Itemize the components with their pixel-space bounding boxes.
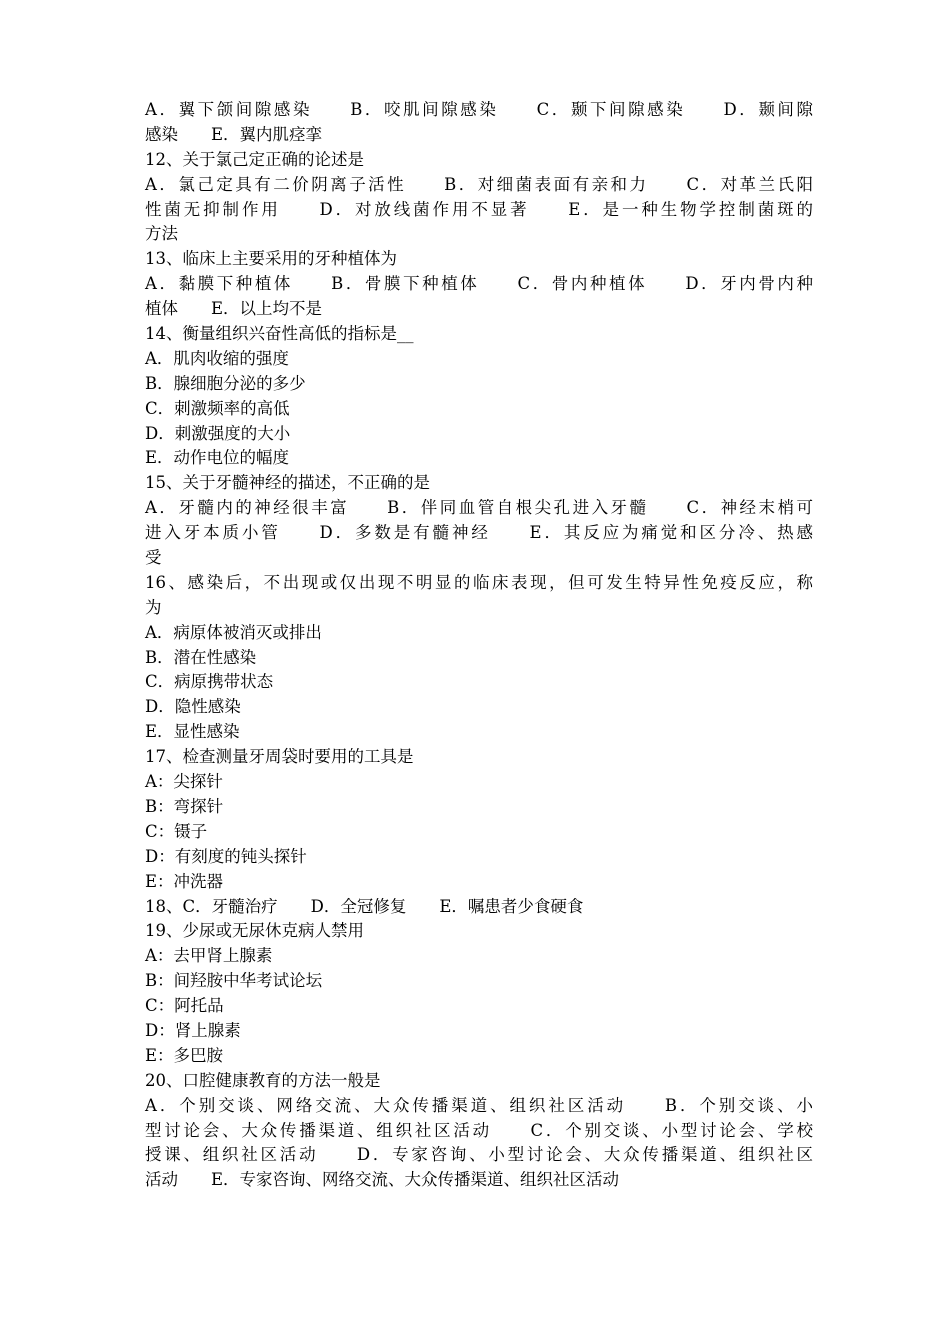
text-line: A．黏膜下种植体 B．骨膜下种植体 C．骨内种植体 D．牙内骨内种 xyxy=(145,274,813,294)
text-line: 受 xyxy=(145,548,162,568)
text-line: 方法 xyxy=(145,224,178,244)
question-heading: 18、C．牙髓治疗 D．全冠修复 E．嘱患者少食硬食 xyxy=(145,896,584,916)
answer-option: A．病原体被消灭或排出 xyxy=(145,622,322,642)
text-line: 感染 E．翼内肌痉挛 xyxy=(145,124,323,144)
question-heading: 12、关于氯己定正确的论述是 xyxy=(145,149,364,169)
answer-option: D：肾上腺素 xyxy=(145,1020,241,1040)
answer-option: A：去甲肾上腺素 xyxy=(145,946,273,966)
text-line: A．氯己定具有二价阴离子活性 B．对细菌表面有亲和力 C．对革兰氏阳 xyxy=(145,174,813,194)
text-line: A．牙髓内的神经很丰富 B．伴同血管自根尖孔进入牙髓 C．神经末梢可 xyxy=(145,498,813,518)
answer-option: E．动作电位的幅度 xyxy=(145,448,290,468)
answer-option: B．潜在性感染 xyxy=(145,647,257,667)
answer-option: E：多巴胺 xyxy=(145,1045,224,1065)
answer-option: B：弯探针 xyxy=(145,796,224,816)
answer-option: D．隐性感染 xyxy=(145,697,241,717)
question-heading: 17、检查测量牙周袋时要用的工具是 xyxy=(145,747,414,767)
question-heading: 为 xyxy=(145,597,162,617)
answer-option: B：间羟胺中华考试论坛 xyxy=(145,971,323,991)
answer-option: C：阿托品 xyxy=(145,996,224,1016)
answer-option: A：尖探针 xyxy=(145,772,223,792)
question-heading: 13、临床上主要采用的牙种植体为 xyxy=(145,249,397,269)
question-heading: 19、少尿或无尿休克病人禁用 xyxy=(145,921,364,941)
text-line: 进入牙本质小管 D．多数是有髓神经 E．其反应为痛觉和区分冷、热感 xyxy=(145,523,813,543)
answer-option: B．腺细胞分泌的多少 xyxy=(145,373,306,393)
text-line: A．翼下颌间隙感染 B．咬肌间隙感染 C．颞下间隙感染 D．颞间隙 xyxy=(145,100,813,119)
answer-option: C．刺激频率的高低 xyxy=(145,398,290,418)
text-line: 型讨论会、大众传播渠道、组织社区活动 C．个别交谈、小型讨论会、学校 xyxy=(145,1120,813,1140)
answer-option: E：冲洗器 xyxy=(145,871,224,891)
document-page xyxy=(145,98,813,1193)
text-line: 植体 E．以上均不是 xyxy=(145,299,323,319)
answer-option: A．肌肉收缩的强度 xyxy=(145,348,289,368)
question-heading: 15、关于牙髓神经的描述，不正确的是 xyxy=(145,473,430,493)
text-line: 活动 E．专家咨询、网络交流、大众传播渠道、组织社区活动 xyxy=(145,1170,620,1190)
text-line: 授课、组织社区活动 D．专家咨询、小型讨论会、大众传播渠道、组织社区 xyxy=(145,1145,813,1165)
answer-option: C：镊子 xyxy=(145,821,208,841)
question-heading: 14、衡量组织兴奋性高低的指标是__ xyxy=(145,324,414,344)
answer-option: C．病原携带状态 xyxy=(145,672,274,692)
text-line: A．个别交谈、网络交流、大众传播渠道、组织社区活动 B．个别交谈、小 xyxy=(145,1095,813,1115)
answer-option: E．显性感染 xyxy=(145,722,240,742)
answer-option: D．刺激强度的大小 xyxy=(145,423,291,443)
question-heading: 16、感染后，不出现或仅出现不明显的临床表现，但可发生特异性免疫反应，称 xyxy=(145,572,813,592)
question-heading: 20、口腔健康教育的方法一般是 xyxy=(145,1070,381,1090)
answer-option: D：有刻度的钝头探针 xyxy=(145,846,307,866)
text-line: 性菌无抑制作用 D．对放线菌作用不显著 E．是一种生物学控制菌斑的 xyxy=(145,199,813,219)
